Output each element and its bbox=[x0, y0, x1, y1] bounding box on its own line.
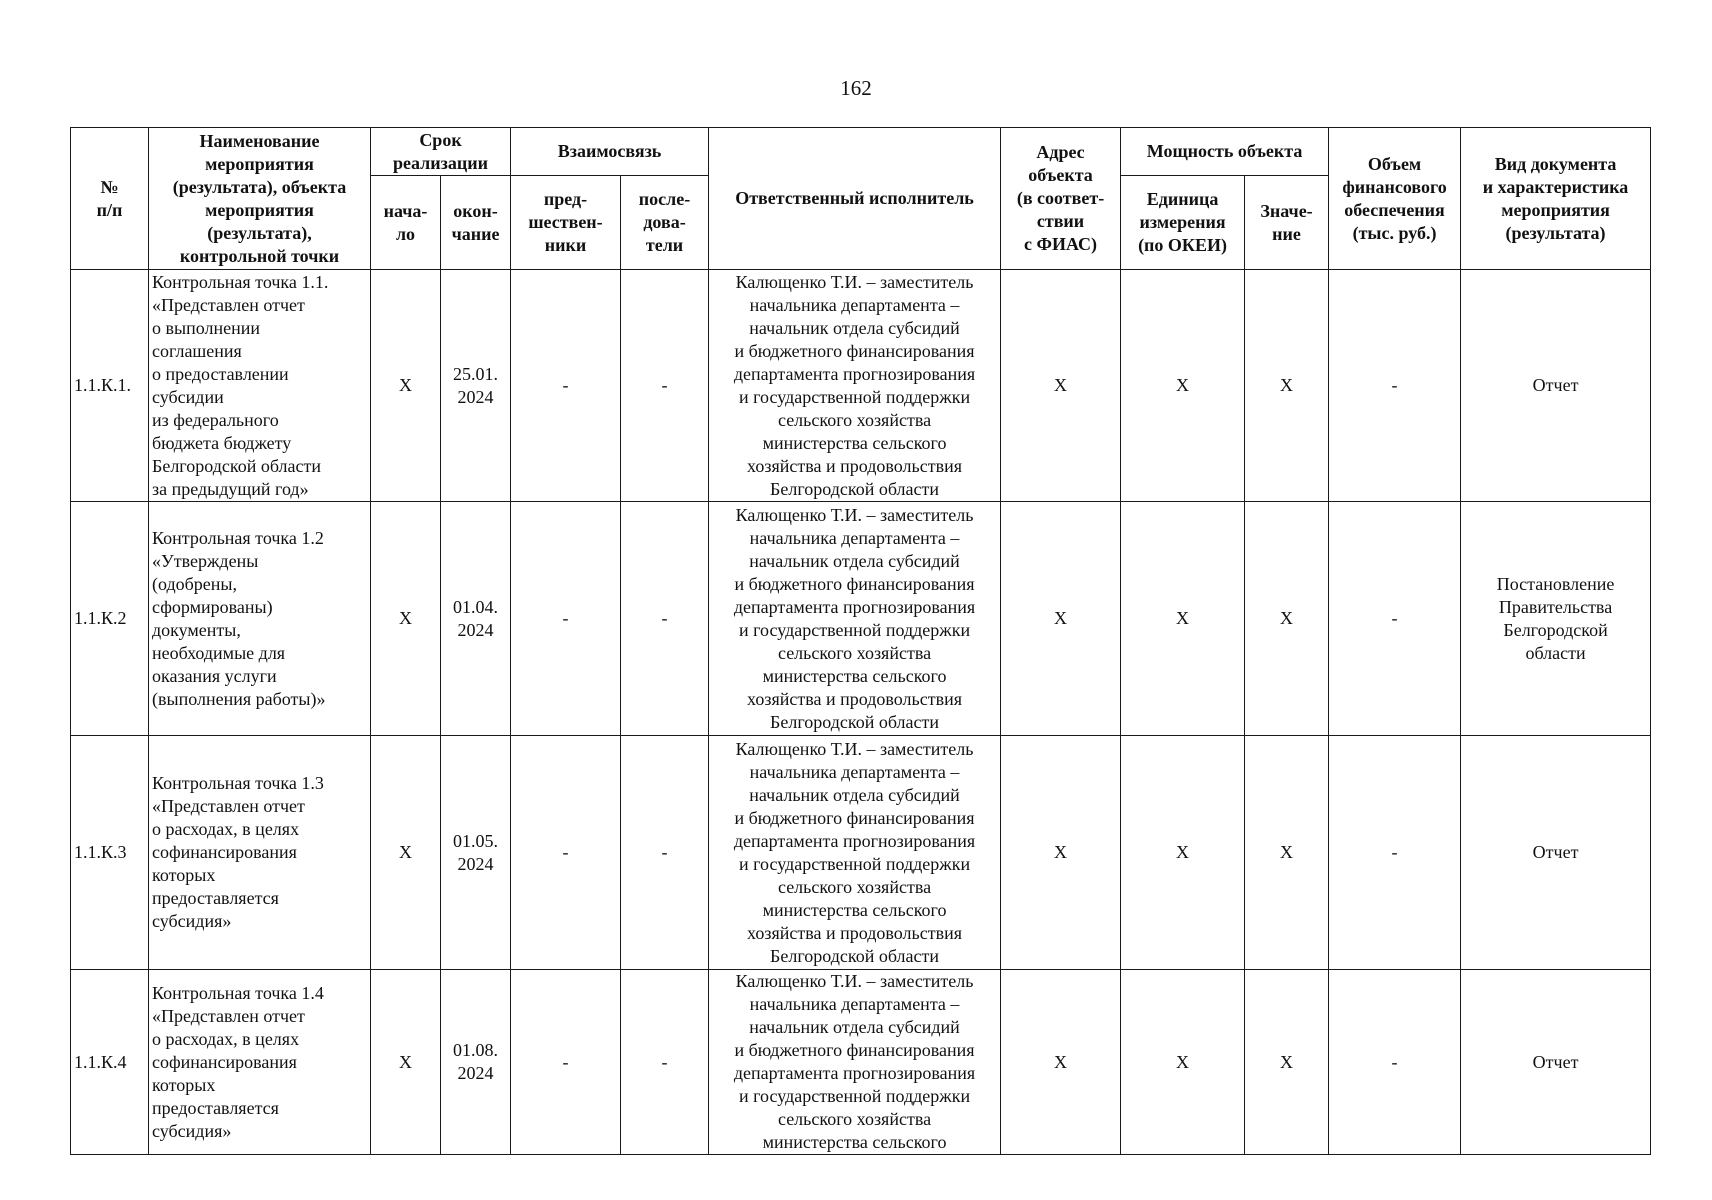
row-num: 1.1.К.2 bbox=[71, 502, 149, 736]
row-name: Контрольная точка 1.4 «Представлен отчет о расходах, в целях софинансирования которых предоставляется субсидия» bbox=[149, 970, 371, 1155]
row-value: X bbox=[1245, 970, 1329, 1155]
row-address: X bbox=[1001, 502, 1121, 736]
header-term: Срок реализации bbox=[371, 128, 511, 176]
table-row bbox=[71, 736, 1651, 970]
row-num: 1.1.К.4 bbox=[71, 970, 149, 1155]
row-name: Контрольная точка 1.1. «Представлен отчет о выполнении соглашения о предоставлении субсидии из федерального бюджета бюджету Белгородской области за предыдущий год» bbox=[149, 270, 371, 502]
row-next: - bbox=[621, 970, 709, 1155]
row-name: Контрольная точка 1.3 «Представлен отчет о расходах, в целях софинансирования которых предоставляется субсидия» bbox=[149, 736, 371, 970]
row-value: X bbox=[1245, 736, 1329, 970]
header-doc: Вид документа и характеристика мероприятия (результата) bbox=[1461, 128, 1651, 270]
row-name: Контрольная точка 1.2 «Утверждены (одобрены, сформированы) документы, необходимые для оказания услуги (выполнения работы)» bbox=[149, 502, 371, 736]
row-start: X bbox=[371, 502, 441, 736]
row-prev: - bbox=[511, 502, 621, 736]
header-capacity: Мощность объекта bbox=[1121, 128, 1329, 176]
row-unit: X bbox=[1121, 736, 1245, 970]
row-volume: - bbox=[1329, 270, 1461, 502]
row-executor: Калющенко Т.И. – заместитель начальника департамента – начальник отдела субсидий и бюджетного финансирования департамента прогнозирования и государственной поддержки сельского хозяйства министерства сельского хозяйства и продовольствия Белгородской области bbox=[709, 736, 1001, 970]
header-volume: Объем финансового обеспечения (тыс. руб.) bbox=[1329, 128, 1461, 270]
row-prev: - bbox=[511, 736, 621, 970]
row-volume: - bbox=[1329, 502, 1461, 736]
row-start: X bbox=[371, 736, 441, 970]
row-address: X bbox=[1001, 970, 1121, 1155]
row-unit: X bbox=[1121, 502, 1245, 736]
page-number: 162 bbox=[840, 76, 872, 100]
header-term-end: окон- чание bbox=[441, 176, 511, 270]
header-executor: Ответственный исполнитель bbox=[709, 128, 1001, 270]
row-executor: Калющенко Т.И. – заместитель начальника департамента – начальник отдела субсидий и бюджетного финансирования департамента прогнозирования и государственной поддержки сельского хозяйства министерства сельского хозяйства и продовольствия Белгородской области bbox=[709, 270, 1001, 502]
header-row-1 bbox=[71, 128, 1651, 176]
header-link-prev: пред- шествен- ники bbox=[511, 176, 621, 270]
row-prev: - bbox=[511, 970, 621, 1155]
row-num: 1.1.К.3 bbox=[71, 736, 149, 970]
row-doc: Отчет bbox=[1461, 736, 1651, 970]
row-volume: - bbox=[1329, 736, 1461, 970]
header-unit: Единица измерения (по ОКЕИ) bbox=[1121, 176, 1245, 270]
control-points-table bbox=[70, 127, 1651, 1155]
row-unit: X bbox=[1121, 970, 1245, 1155]
row-doc: Отчет bbox=[1461, 970, 1651, 1155]
row-executor: Калющенко Т.И. – заместитель начальника департамента – начальник отдела субсидий и бюджетного финансирования департамента прогнозирования и государственной поддержки сельского хозяйства министерства сельского bbox=[709, 970, 1001, 1155]
row-executor: Калющенко Т.И. – заместитель начальника департамента – начальник отдела субсидий и бюджетного финансирования департамента прогнозирования и государственной поддержки сельского хозяйства министерства сельского хозяйства и продовольствия Белгородской области bbox=[709, 502, 1001, 736]
row-value: X bbox=[1245, 502, 1329, 736]
header-link: Взаимосвязь bbox=[511, 128, 709, 176]
row-next: - bbox=[621, 270, 709, 502]
row-end: 01.05. 2024 bbox=[441, 736, 511, 970]
row-start: X bbox=[371, 970, 441, 1155]
row-end: 01.08. 2024 bbox=[441, 970, 511, 1155]
table-row bbox=[71, 970, 1651, 1155]
row-next: - bbox=[621, 502, 709, 736]
row-next: - bbox=[621, 736, 709, 970]
row-value: X bbox=[1245, 270, 1329, 502]
row-doc: Отчет bbox=[1461, 270, 1651, 502]
row-end: 25.01. 2024 bbox=[441, 270, 511, 502]
row-num: 1.1.К.1. bbox=[71, 270, 149, 502]
header-link-next: после- дова- тели bbox=[621, 176, 709, 270]
row-address: X bbox=[1001, 270, 1121, 502]
table-row bbox=[71, 270, 1651, 502]
row-prev: - bbox=[511, 270, 621, 502]
row-unit: X bbox=[1121, 270, 1245, 502]
row-volume: - bbox=[1329, 970, 1461, 1155]
table-row bbox=[71, 502, 1651, 736]
row-end: 01.04. 2024 bbox=[441, 502, 511, 736]
row-start: X bbox=[371, 270, 441, 502]
header-num: № п/п bbox=[71, 128, 149, 270]
row-doc: Постановление Правительства Белгородской области bbox=[1461, 502, 1651, 736]
header-term-start: нача- ло bbox=[371, 176, 441, 270]
row-address: X bbox=[1001, 736, 1121, 970]
header-name: Наименование мероприятия (результата), объекта мероприятия (результата), контрольной точки bbox=[149, 128, 371, 270]
header-address: Адрес объекта (в соответ- ствии с ФИАС) bbox=[1001, 128, 1121, 270]
header-value: Значе- ние bbox=[1245, 176, 1329, 270]
